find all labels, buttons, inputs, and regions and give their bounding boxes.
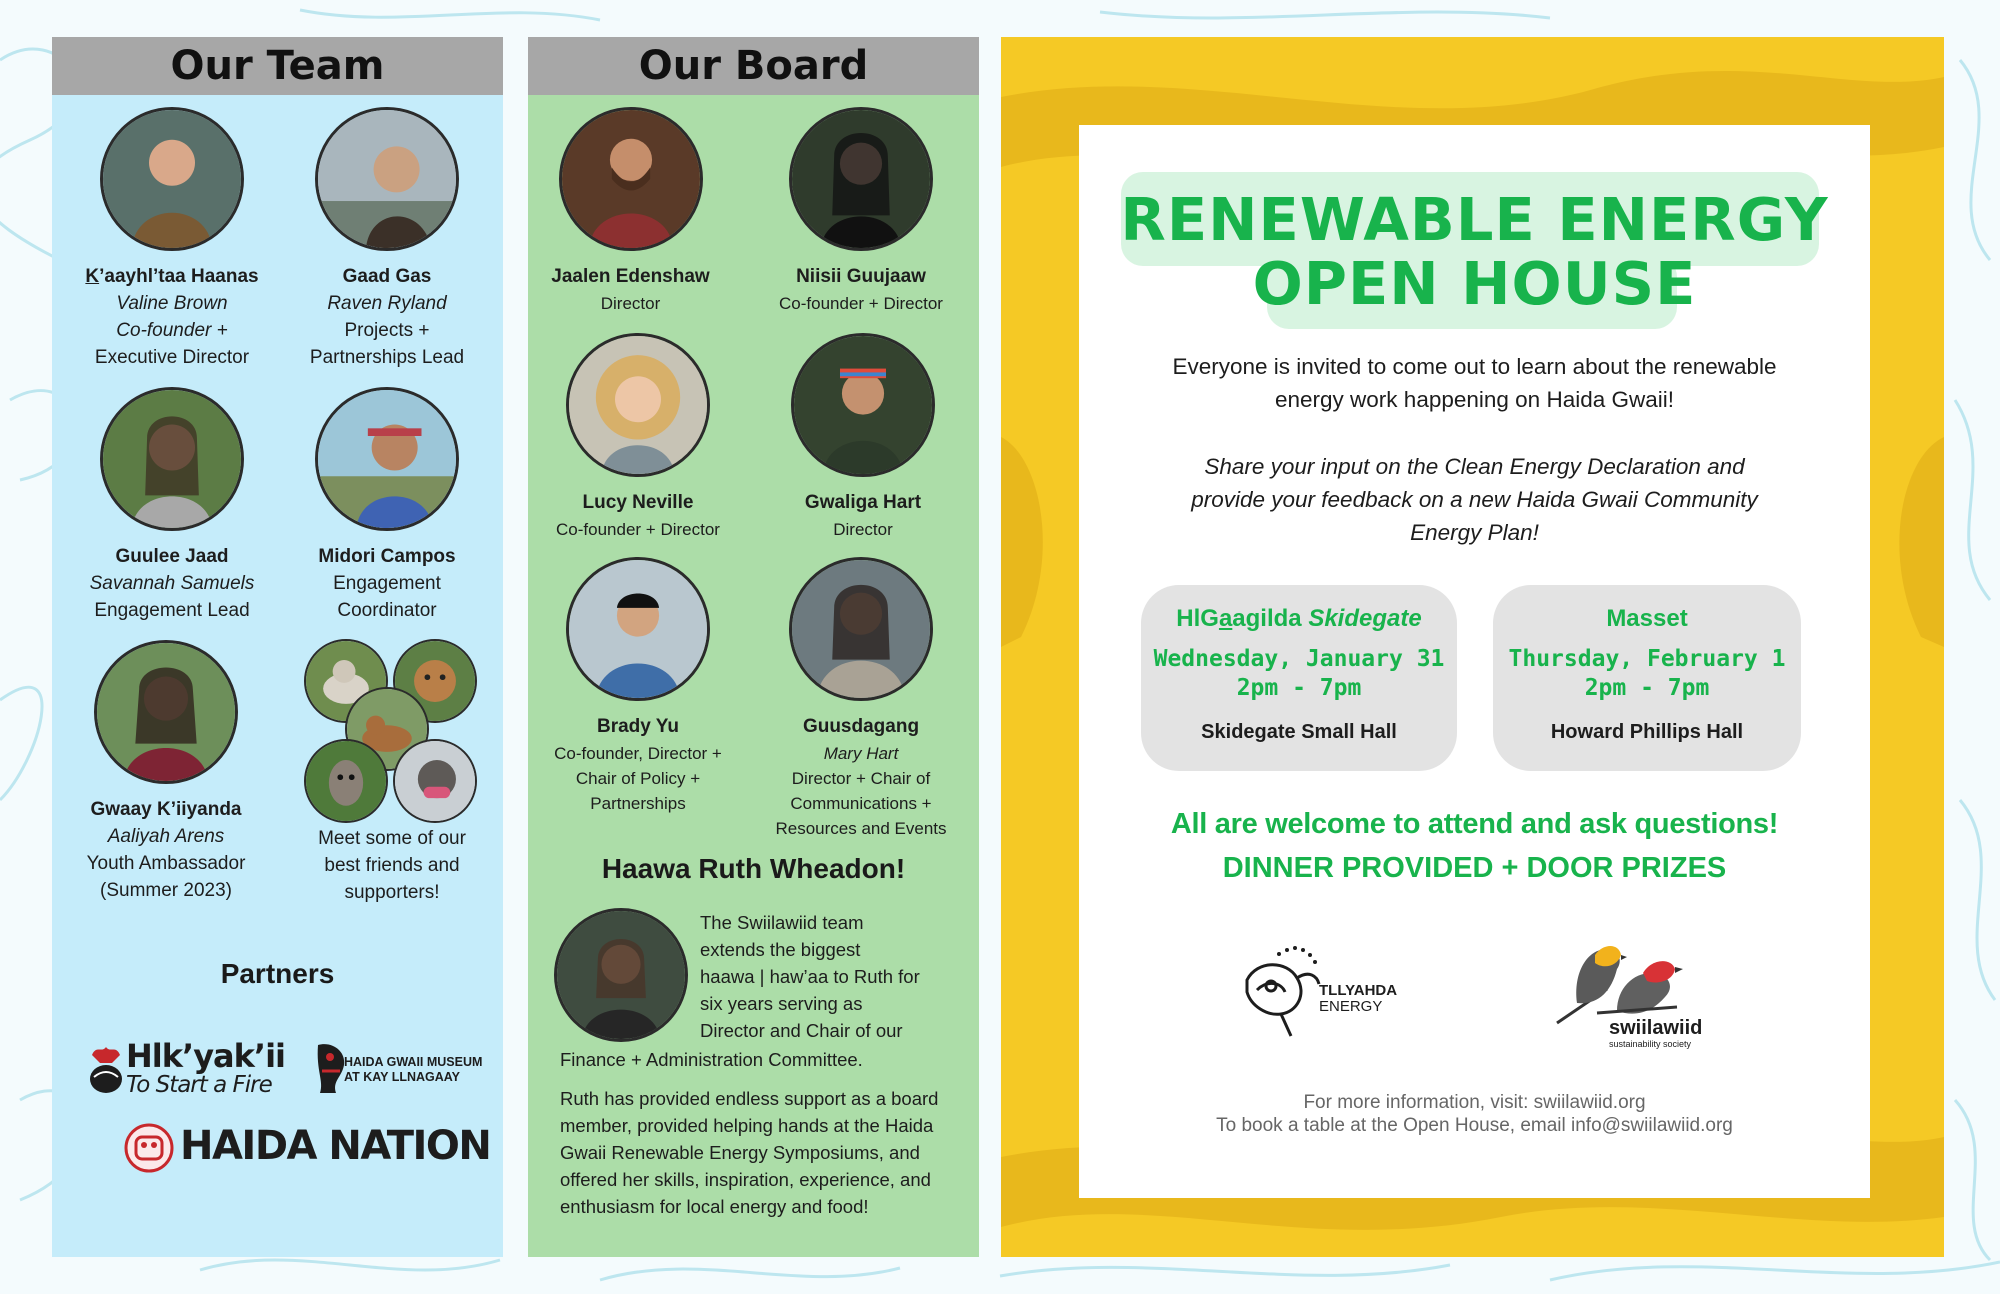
member-role: Partnerships [590,794,686,813]
shell-icon [88,1045,124,1095]
member-name: Guulee Jaad [115,546,229,567]
board-member-card [768,333,958,542]
member-photo [566,333,710,477]
thanks-heading: Haawa Ruth Wheadon! [601,853,906,884]
ruth-photo [554,908,688,1042]
member-photo [315,107,459,251]
board-member-card [528,557,748,816]
open-house-flyer [1001,37,1944,1257]
haida-crest-icon [124,1123,174,1173]
member-role: Director + Chair of [791,769,931,788]
member-role: Co-founder + Director [556,520,720,539]
member-haida-name: Valine Brown [116,293,228,314]
team-member-card [72,387,272,624]
eagle-formline-icon [1237,940,1327,1040]
event-hall: Howard Phillips Hall [1550,721,1744,743]
board-member-card [756,107,966,316]
flyer-intro: Everyone is invited to come out to learn about the renewable energy work happening on Haida Gwaii! [1172,354,1777,412]
member-name: Guusdagang [802,716,920,737]
member-photo [566,557,710,701]
member-haida-name: Mary Hart [823,744,899,763]
member-role: Partnerships Lead [309,347,465,368]
friend-dog-photo [304,739,388,823]
member-name: Jaalen Edenshaw [551,266,710,287]
member-name: K’aayhl’taa Haanas [85,266,259,287]
member-haida-name: Raven Ryland [327,293,447,314]
member-role: Engagement [333,573,441,594]
member-haida-name: Aaliyah Arens [107,826,225,847]
member-photo [100,107,244,251]
member-photo [789,557,933,701]
member-name: Gwaay K’iiyanda [90,799,242,820]
member-photo [789,107,933,251]
member-role: Co-founder, Director + [554,744,722,763]
member-role: Engagement Lead [94,600,250,621]
member-role: Co-founder + [116,320,228,341]
member-photo [100,387,244,531]
event-location: Masset [1606,605,1688,632]
member-role: Coordinator [337,600,437,621]
member-name: Midori Campos [318,546,456,567]
welcome-text: All are welcome to attend and ask questions! [1170,808,1779,840]
team-member-card [72,107,272,371]
thanks-paragraph-2: Ruth has provided endless support as a board member, provided helping hands at the Haida Gwaii Renewable Energy Symposiums, and offered her skills, inspiration, experience, and enthusiasm for local energy and food! [560,1088,939,1217]
member-photo [315,387,459,531]
member-name: Niisii Guujaaw [796,266,926,287]
team-heading: Our Team [52,37,503,95]
member-haida-name: Savannah Samuels [89,573,255,594]
board-panel [528,37,979,1257]
partners-heading: Partners [220,958,335,989]
member-role: Director [833,520,893,539]
member-name: Gwaliga Hart [804,492,922,513]
board-heading: Our Board [528,37,979,95]
event-card-skidegate [1141,585,1457,771]
member-name: Lucy Neville [582,492,694,513]
member-role: Resources and Events [775,819,947,838]
member-role: Projects + [344,320,430,341]
haida-gwaii-museum-logo: HAIDA GWAII MUSEUM AT KAY LLNAGAAY [312,1041,502,1097]
team-member-card [292,107,482,371]
more-info: For more information, visit: swiilawiid.org To book a table at the Open House, email info@swiilawiid.org [1216,1092,1733,1136]
team-panel [52,37,503,1257]
member-role: Co-founder + Director [779,294,943,313]
flyer-title: RENEWABLE ENERGY [1120,185,1829,254]
team-member-card [292,387,482,624]
member-role: (Summer 2023) [100,880,232,901]
dinner-text: DINNER PROVIDED + DOOR PRIZES [1222,852,1727,884]
board-member-card [528,107,733,316]
event-date: Wednesday, January 31 2pm - 7pm [1153,646,1445,701]
flyer-card [1079,125,1870,1198]
friend-dog-photo [393,739,477,823]
member-photo [791,333,935,477]
member-role: Youth Ambassador [86,853,246,874]
member-photo [559,107,703,251]
flyer-call-to-action: Share your input on the Clean Energy Declaration and provide your feedback on a new Haida Gwaii Community Energy Plan! [1191,454,1758,545]
member-role: Communications + [790,794,932,813]
board-member-card [756,557,966,841]
swiilawiid-logo: swiilawiid sustainability society [1547,933,1697,1053]
thanks-paragraph-end: Finance + Administration Committee. [560,1049,863,1070]
member-role: Executive Director [94,347,250,368]
friends-caption: Meet some of our best friends and supporters! [318,828,466,903]
board-member-card [528,333,748,542]
member-role: Director [600,294,661,313]
team-member-card [66,640,266,904]
hlkyakii-logo: Hlk’yak’ii To Start a Fire [88,1037,288,1097]
birds-icon [1547,933,1697,1025]
raven-crest-icon [312,1041,352,1097]
flyer-title-line2: OPEN HOUSE [1252,249,1697,318]
thanks-paragraph: The Swiilawiid team extends the biggest haawa | haw’aa to Ruth for six years serving as Director and Chair of our [700,912,920,1041]
member-name: Brady Yu [596,716,680,737]
tllyahda-energy-logo: TLLYAHDA ENERGY [1237,940,1407,1040]
event-card-masset [1493,585,1801,771]
event-date: Thursday, February 1 2pm - 7pm [1508,646,1786,701]
haida-nation-logo: HAIDA NATION [124,1121,454,1177]
event-location: HlGaagilda Skidegate [1176,605,1422,632]
event-hall: Skidegate Small Hall [1201,721,1397,743]
member-role: Chair of Policy + [575,769,701,788]
member-photo [94,640,238,784]
member-name: Gaad Gas [342,266,432,287]
